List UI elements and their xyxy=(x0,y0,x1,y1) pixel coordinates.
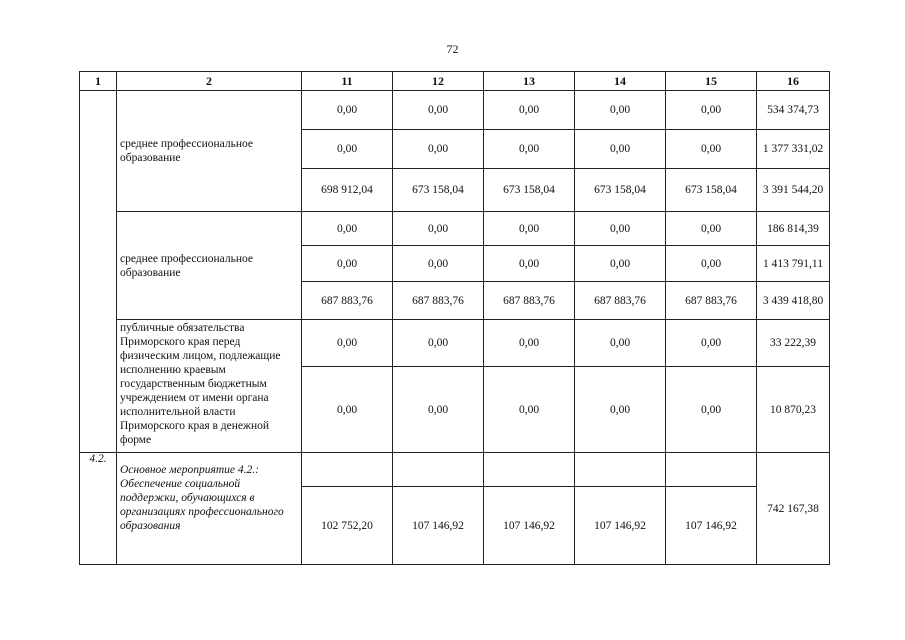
column-header: 1 xyxy=(80,72,117,91)
table-row xyxy=(80,91,830,130)
value-cell: 0,00 xyxy=(393,212,484,246)
value-cell: 102 752,20 xyxy=(302,487,393,565)
value-cell: 673 158,04 xyxy=(666,169,757,212)
value-cell: 0,00 xyxy=(484,130,575,169)
value-cell: 0,00 xyxy=(484,367,575,453)
value-cell: 687 883,76 xyxy=(575,282,666,320)
value-cell: 0,00 xyxy=(393,246,484,282)
value-cell: 0,00 xyxy=(484,91,575,130)
table-row xyxy=(80,453,830,487)
value-cell: 0,00 xyxy=(484,320,575,367)
table-row xyxy=(80,320,830,367)
value-cell: 107 146,92 xyxy=(484,487,575,565)
row-description: среднее профессиональное образование xyxy=(117,212,302,320)
value-cell: 0,00 xyxy=(484,212,575,246)
total-cell: 33 222,39 xyxy=(757,320,830,367)
value-cell: 0,00 xyxy=(575,91,666,130)
value-cell: 673 158,04 xyxy=(393,169,484,212)
column-header: 13 xyxy=(484,72,575,91)
value-cell: 0,00 xyxy=(575,246,666,282)
total-cell: 742 167,38 xyxy=(757,453,830,565)
budget-table xyxy=(79,71,830,565)
empty-cell xyxy=(302,453,393,487)
total-cell: 1 413 791,11 xyxy=(757,246,830,282)
table-row xyxy=(80,212,830,246)
column-header: 16 xyxy=(757,72,830,91)
row-description: публичные обязательства Приморского края перед физическим лицом, подлежащие исполнению краевым государственным бюджетным учреждением от имени органа исполнительной власти Приморского края в денежной форме xyxy=(117,320,302,453)
value-cell: 0,00 xyxy=(302,91,393,130)
empty-cell xyxy=(666,453,757,487)
total-cell: 186 814,39 xyxy=(757,212,830,246)
column-header: 11 xyxy=(302,72,393,91)
value-cell: 0,00 xyxy=(302,212,393,246)
value-cell: 0,00 xyxy=(393,130,484,169)
value-cell: 687 883,76 xyxy=(484,282,575,320)
empty-cell xyxy=(575,453,666,487)
empty-number-cell xyxy=(80,91,117,453)
empty-cell xyxy=(393,453,484,487)
value-cell: 687 883,76 xyxy=(666,282,757,320)
value-cell: 687 883,76 xyxy=(393,282,484,320)
page-number: 72 xyxy=(446,42,459,56)
total-cell: 3 439 418,80 xyxy=(757,282,830,320)
column-header: 2 xyxy=(117,72,302,91)
value-cell: 107 146,92 xyxy=(393,487,484,565)
value-cell: 0,00 xyxy=(393,367,484,453)
value-cell: 0,00 xyxy=(575,367,666,453)
row-number: 4.2. xyxy=(80,453,117,565)
value-cell: 0,00 xyxy=(575,130,666,169)
value-cell: 0,00 xyxy=(302,367,393,453)
value-cell: 673 158,04 xyxy=(575,169,666,212)
value-cell: 0,00 xyxy=(575,212,666,246)
activity-description: Основное мероприятие 4.2.: Обеспечение социальной поддержки, обучающихся в организациях профессионального образования xyxy=(117,453,302,565)
value-cell: 0,00 xyxy=(302,320,393,367)
total-cell: 10 870,23 xyxy=(757,367,830,453)
value-cell: 0,00 xyxy=(666,91,757,130)
value-cell: 107 146,92 xyxy=(575,487,666,565)
value-cell: 0,00 xyxy=(666,367,757,453)
value-cell: 0,00 xyxy=(666,320,757,367)
value-cell: 0,00 xyxy=(484,246,575,282)
value-cell: 0,00 xyxy=(666,212,757,246)
row-description: среднее профессиональное образование xyxy=(117,91,302,212)
total-cell: 1 377 331,02 xyxy=(757,130,830,169)
total-cell: 534 374,73 xyxy=(757,91,830,130)
value-cell: 673 158,04 xyxy=(484,169,575,212)
total-cell: 3 391 544,20 xyxy=(757,169,830,212)
value-cell: 0,00 xyxy=(575,320,666,367)
column-header: 15 xyxy=(666,72,757,91)
empty-cell xyxy=(484,453,575,487)
value-cell: 0,00 xyxy=(393,320,484,367)
column-header: 14 xyxy=(575,72,666,91)
value-cell: 0,00 xyxy=(666,246,757,282)
value-cell: 107 146,92 xyxy=(666,487,757,565)
value-cell: 698 912,04 xyxy=(302,169,393,212)
value-cell: 687 883,76 xyxy=(302,282,393,320)
value-cell: 0,00 xyxy=(302,246,393,282)
value-cell: 0,00 xyxy=(302,130,393,169)
header-row xyxy=(80,72,830,91)
value-cell: 0,00 xyxy=(393,91,484,130)
column-header: 12 xyxy=(393,72,484,91)
value-cell: 0,00 xyxy=(666,130,757,169)
